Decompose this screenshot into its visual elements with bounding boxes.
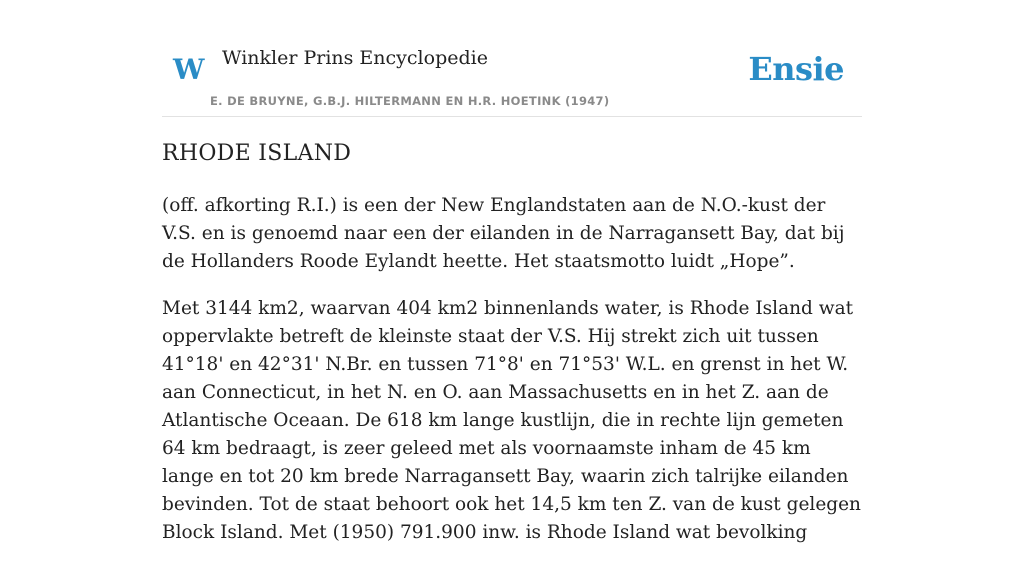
source-title[interactable]: Winkler Prins Encyclopedie bbox=[222, 47, 488, 69]
article bbox=[162, 136, 862, 566]
source-authors: E. DE BRUYNE, G.B.J. HILTERMANN EN H.R. HOETINK (1947) bbox=[210, 94, 610, 108]
brand-logo[interactable]: Ensie bbox=[748, 50, 844, 88]
header bbox=[162, 0, 862, 117]
entry-title: RHODE ISLAND bbox=[162, 141, 352, 166]
article-paragraph: (off. afkorting R.I.) is een der New Englandstaten aan de N.O.-kust der V.S. en is genoemd naar een der eilanden in de Narragansett Bay, dat bij de Hollanders Roode Eylandt heette. Het staatsmotto luidt „Hope”. bbox=[162, 195, 845, 272]
article-paragraph: Met 3144 km2, waarvan 404 km2 binnenlands water, is Rhode Island wat oppervlakte betreft de kleinste staat der V.S. Hij strekt zich uit tussen 41°18' en 42°31' N.Br. en tussen 71°8' en 71°53' W.L. en grenst in het W. aan Connecticut, in het N. en O. aan Massachusetts en in het Z. aan de Atlantische Oceaan. De 618 km lange kustlijn, die in rechte lijn gemeten 64 km bedraagt, is zeer geleed met als voornaamste inham de 45 km lange en tot 20 km brede Narragansett Bay, waarin zich talrijke eilanden bevinden. Tot de staat behoort ook het 14,5 km ten Z. van de kust gelegen Block Island. Met (1950) 791.900 inw. is Rhode Island wat bevolking bbox=[162, 298, 861, 543]
source-logo-icon[interactable]: W bbox=[173, 53, 205, 86]
